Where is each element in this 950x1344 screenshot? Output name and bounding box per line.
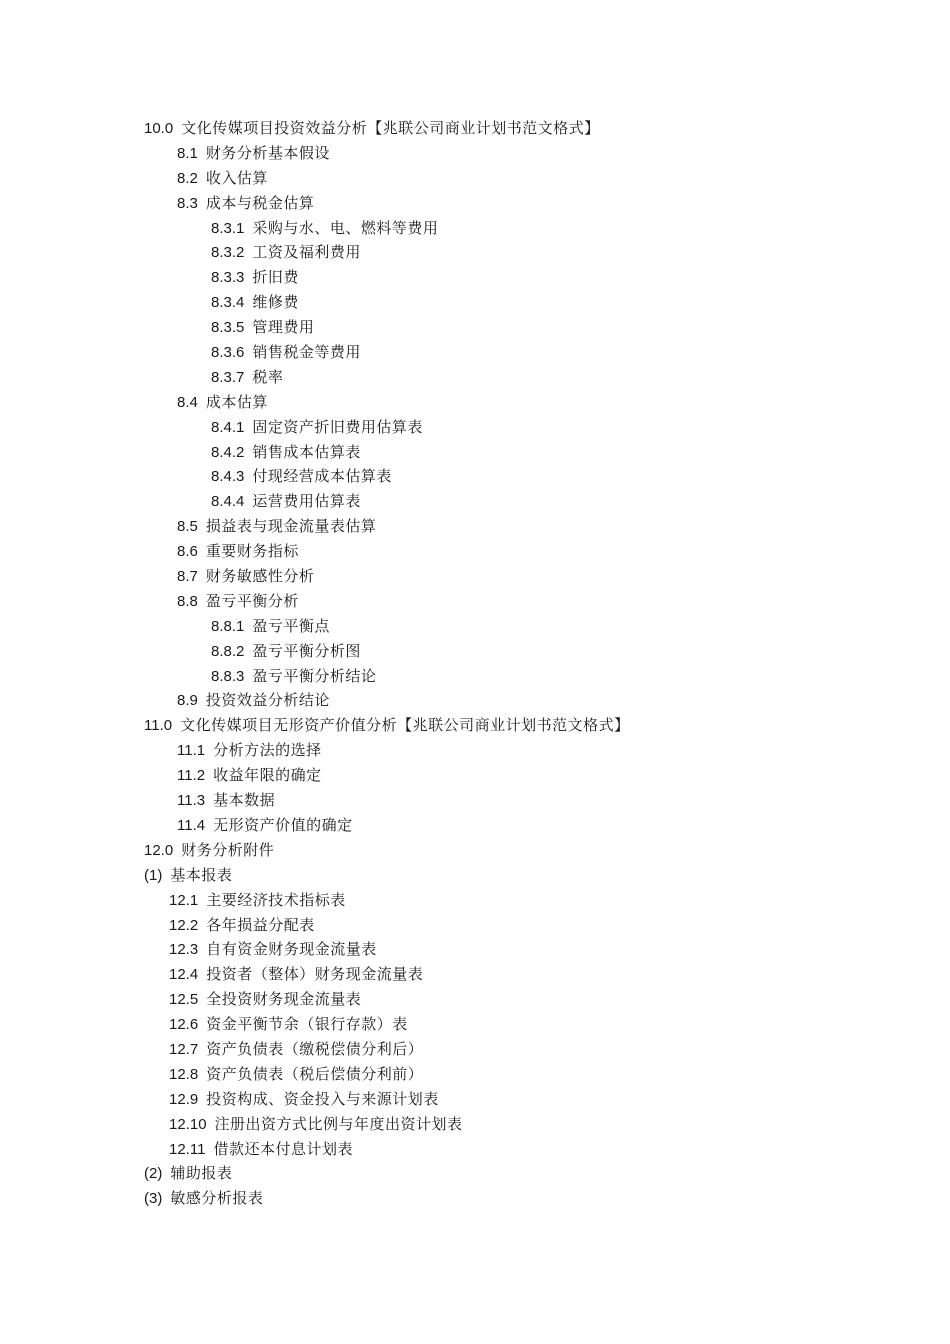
- toc-entry-number: (1): [144, 866, 163, 884]
- toc-entry-title: 文化传媒项目投资效益分析【兆联公司商业计划书范文格式】: [181, 119, 600, 137]
- toc-entry-basic-reports: [0, 863, 950, 888]
- toc-entry-number: 8.3: [177, 194, 198, 212]
- toc-entry-title: 折旧费: [252, 268, 299, 287]
- toc-entry-number: (2): [144, 1165, 163, 1183]
- toc-entry-title: 注册出资方式比例与年度出资计划表: [214, 1114, 463, 1133]
- toc-entry-12-0: [0, 838, 950, 863]
- toc-entry-title: 投资效益分析结论: [205, 691, 330, 710]
- toc-entry-auxiliary-reports: [0, 1161, 950, 1186]
- toc-entry-title: 收益年限的确定: [213, 766, 322, 785]
- toc-entry-sensitivity-reports: [0, 1186, 950, 1211]
- toc-entry-12-1: [0, 888, 950, 913]
- toc-entry-title: 基本数据: [213, 791, 276, 810]
- toc-entry-title: 运营费用估算表: [252, 492, 361, 511]
- toc-entry-number: 8.3.3: [211, 269, 245, 287]
- toc-entry-8-1: [0, 141, 950, 166]
- toc-entry-8-3: [0, 191, 950, 216]
- toc-entry-number: 8.3.5: [211, 319, 245, 337]
- toc-entry-number: 11.4: [177, 816, 206, 834]
- toc-entry-8-8-1: [0, 614, 950, 639]
- toc-entry-number: 12.3: [169, 941, 199, 959]
- toc-entry-11-2: [0, 763, 950, 788]
- toc-entry-8-3-1: [0, 216, 950, 241]
- toc-entry-number: 8.4.1: [211, 418, 245, 436]
- toc-entry-number: 12.6: [169, 1016, 199, 1034]
- toc-entry-title: 投资者（整体）财务现金流量表: [206, 965, 424, 984]
- toc-entry-number: 12.4: [169, 966, 199, 984]
- toc-entry-8-3-4: [0, 290, 950, 315]
- toc-entry-title: 盈亏平衡分析图: [252, 641, 361, 660]
- toc-entry-number: 8.4.2: [211, 443, 245, 461]
- toc-entry-8-9: [0, 688, 950, 713]
- toc-entry-12-11: [0, 1137, 950, 1162]
- toc-entry-number: 11.0: [144, 717, 173, 735]
- toc-entry-title: 财务分析基本假设: [205, 143, 330, 162]
- toc-entry-12-5: [0, 987, 950, 1012]
- toc-entry-8-3-2: [0, 240, 950, 265]
- toc-entry-title: 税率: [252, 367, 284, 386]
- toc-entry-8-3-7: [0, 365, 950, 390]
- toc-entry-number: 8.6: [177, 543, 198, 561]
- toc-entry-8-7: [0, 564, 950, 589]
- toc-entry-number: 8.5: [177, 518, 198, 536]
- toc-entry-8-5: [0, 514, 950, 539]
- toc-entry-12-4: [0, 962, 950, 987]
- toc-entry-8-8: [0, 589, 950, 614]
- toc-entry-title: 主要经济技术指标表: [206, 890, 346, 909]
- toc-entry-title: 盈亏平衡分析: [205, 591, 299, 610]
- toc-entry-number: 8.9: [177, 692, 198, 710]
- toc-entry-number: 8.3.2: [211, 244, 245, 262]
- toc-entry-number: 11.2: [177, 767, 206, 785]
- toc-entry-title: 成本与税金估算: [205, 193, 315, 212]
- toc-entry-11-3: [0, 788, 950, 813]
- toc-entry-number: 8.7: [177, 568, 198, 586]
- toc-entry-number: 8.4.3: [211, 468, 245, 486]
- toc-entry-8-3-5: [0, 315, 950, 340]
- toc-entry-8-4-1: [0, 415, 950, 440]
- toc-entry-title: 资产负债表（税后偿债分利前）: [206, 1064, 424, 1083]
- toc-entry-title: 收入估算: [205, 168, 268, 187]
- toc-entry-8-4: [0, 390, 950, 415]
- toc-entry-number: 8.8.2: [211, 642, 245, 660]
- toc-entry-title: 维修费: [252, 293, 299, 312]
- toc-entry-number: 12.8: [169, 1065, 199, 1083]
- toc-entry-title: 文化传媒项目无形资产价值分析【兆联公司商业计划书范文格式】: [180, 716, 630, 735]
- toc-entry-number: 12.7: [169, 1040, 199, 1058]
- toc-entry-title: 借款还本付息计划表: [213, 1139, 353, 1158]
- toc-entry-number: 12.10: [169, 1115, 207, 1133]
- toc-entry-number: 12.11: [169, 1140, 206, 1158]
- toc-entry-number: 8.8: [177, 592, 198, 610]
- toc-entry-8-2: [0, 166, 950, 191]
- toc-entry-title: 辅助报表: [170, 1164, 233, 1183]
- toc-entry-12-6: [0, 1012, 950, 1037]
- toc-entry-number: 12.5: [169, 991, 199, 1009]
- toc-entry-number: 12.0: [144, 841, 174, 859]
- toc-entry-title: 无形资产价值的确定: [213, 815, 353, 834]
- toc-entry-number: 8.3.4: [211, 294, 245, 312]
- toc-entry-12-10: [0, 1112, 950, 1137]
- toc-entry-title: 各年损益分配表: [206, 915, 315, 934]
- toc-entry-title: 管理费用: [252, 318, 315, 337]
- toc-entry-title: 财务敏感性分析: [205, 567, 315, 586]
- toc-entry-8-4-3: [0, 464, 950, 489]
- toc-entry-title: 盈亏平衡点: [252, 616, 330, 635]
- toc-entry-11-4: [0, 813, 950, 838]
- toc-entry-title: 重要财务指标: [205, 542, 299, 561]
- toc-entry-title: 销售成本估算表: [252, 442, 361, 461]
- toc-entry-title: 工资及福利费用: [252, 243, 361, 262]
- table-of-contents: [0, 116, 950, 1211]
- toc-entry-11-1: [0, 738, 950, 763]
- toc-entry-12-7: [0, 1037, 950, 1062]
- toc-entry-number: 12.2: [169, 916, 199, 934]
- toc-entry-12-3: [0, 937, 950, 962]
- toc-entry-number: 10.0: [144, 120, 174, 137]
- toc-entry-title: 投资构成、资金投入与来源计划表: [206, 1089, 439, 1108]
- toc-entry-title: 采购与水、电、燃料等费用: [252, 218, 439, 237]
- toc-entry-number: (3): [144, 1190, 163, 1208]
- toc-entry-8-3-3: [0, 265, 950, 290]
- toc-entry-12-2: [0, 913, 950, 938]
- toc-entry-title: 付现经营成本估算表: [252, 467, 392, 486]
- toc-entry-title: 损益表与现金流量表估算: [205, 517, 377, 536]
- toc-entry-10-0: [0, 116, 950, 141]
- toc-entry-8-8-2: [0, 639, 950, 664]
- toc-entry-number: 8.2: [177, 169, 198, 187]
- toc-entry-number: 8.8.1: [211, 617, 245, 635]
- toc-entry-title: 资金平衡节余（银行存款）表: [206, 1015, 408, 1034]
- toc-entry-11-0: [0, 713, 950, 738]
- toc-entry-8-4-2: [0, 440, 950, 465]
- toc-entry-number: 8.3.7: [211, 368, 245, 386]
- toc-entry-number: 8.3.1: [211, 219, 245, 237]
- toc-entry-title: 全投资财务现金流量表: [206, 990, 362, 1009]
- toc-entry-number: 12.9: [169, 1090, 199, 1108]
- toc-entry-title: 财务分析附件: [181, 840, 275, 859]
- toc-entry-number: 12.1: [169, 891, 199, 909]
- toc-entry-number: 11.1: [177, 742, 206, 760]
- toc-entry-title: 基本报表: [170, 865, 233, 884]
- toc-entry-12-9: [0, 1087, 950, 1112]
- toc-entry-title: 销售税金等费用: [252, 343, 361, 362]
- toc-entry-title: 成本估算: [205, 392, 268, 411]
- toc-entry-number: 8.3.6: [211, 344, 245, 362]
- toc-entry-title: 固定资产折旧费用估算表: [252, 417, 423, 436]
- toc-entry-8-3-6: [0, 340, 950, 365]
- toc-entry-number: 8.4: [177, 393, 198, 411]
- toc-entry-8-4-4: [0, 489, 950, 514]
- toc-entry-number: 11.3: [177, 792, 206, 810]
- toc-entry-8-8-3: [0, 664, 950, 689]
- toc-entry-12-8: [0, 1062, 950, 1087]
- toc-entry-title: 分析方法的选择: [213, 741, 322, 760]
- toc-entry-8-6: [0, 539, 950, 564]
- toc-entry-title: 盈亏平衡分析结论: [252, 666, 377, 685]
- toc-entry-number: 8.1: [177, 144, 198, 162]
- toc-entry-title: 敏感分析报表: [170, 1189, 264, 1208]
- toc-entry-number: 8.8.3: [211, 667, 245, 685]
- toc-entry-number: 8.4.4: [211, 493, 245, 511]
- toc-entry-title: 自有资金财务现金流量表: [206, 940, 377, 959]
- toc-entry-title: 资产负债表（缴税偿债分利后）: [206, 1039, 424, 1058]
